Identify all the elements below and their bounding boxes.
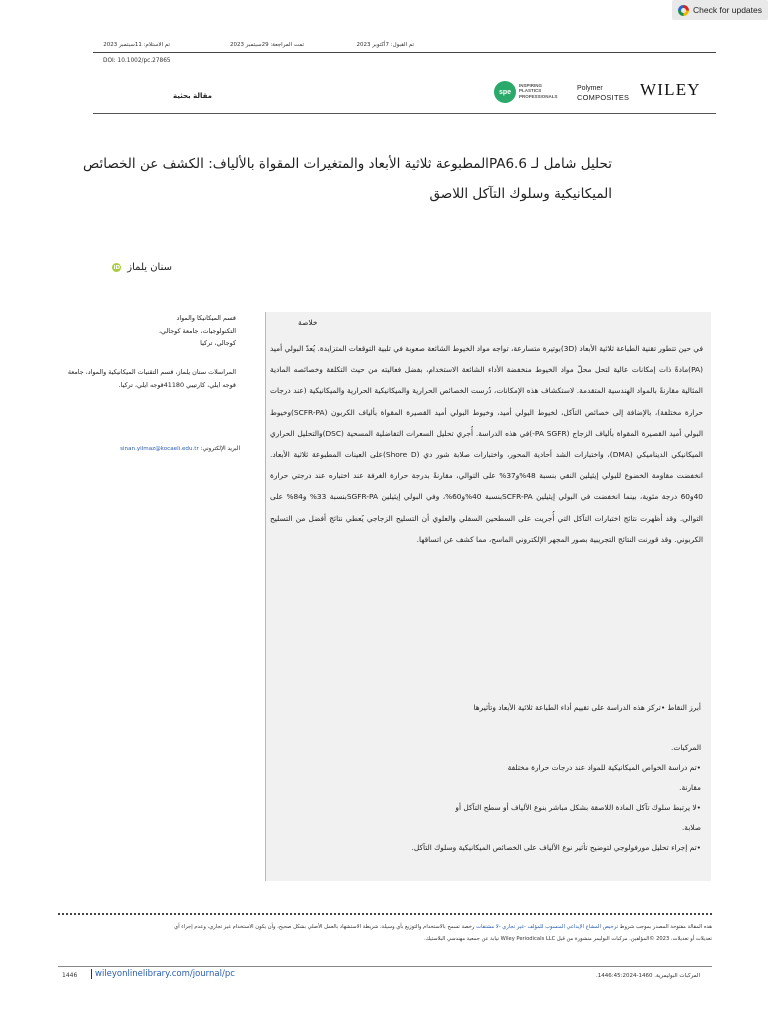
email-link[interactable]: sinan.yilmaz@kocaeli.edu.tr bbox=[120, 446, 199, 452]
article-type-label: مقالة بحثية bbox=[173, 92, 212, 100]
license-notice: هذه المقالة مفتوحة المصدر بموجب شروط ترخيص المشاع الإبداعي المنسوب للمؤلف -غير تجاري -لا مشتقات رخصة تسمح بالاستخدام والتوزيع بأي وسيلة، شريطة الاستشهاد بالعمل الأصلي بشكل صحيح، وأن يكون الاستخدام غير تجاري، وعدم إجراء أي تعديلات أو تعديلات. 2023 ©المؤلفين. مركبات البوليمر منشورة من قبل Wiley Periodicals LLC نيابة عن جمعية مهندسي البلاستيك. bbox=[174, 924, 712, 942]
accepted-date: تم القبول: 7أكتوبر 2023 bbox=[356, 42, 414, 48]
correspondence: المراسلات سنان يلماز، قسم التقنيات الميكانيكية والمواد، جامعة قوجه ايلي، كارتيبي 41180قوجه ايلي، تركيا. bbox=[67, 368, 236, 389]
highlights bbox=[370, 698, 701, 858]
highlight-line: •تم إجراء تحليل مورفولوجي لتوضيح تأثير نوع الألياف على الخصائص الميكانيكية وسلوك التآكل. bbox=[411, 843, 701, 852]
footer-divider bbox=[58, 966, 712, 967]
abstract-heading: خلاصة bbox=[298, 318, 318, 327]
spe-tagline: INSPIRING PLASTICS PROFESSIONALS bbox=[519, 83, 558, 99]
highlight-line: أبرز النقاط •تركز هذه الدراسة على تقييم أداء الطباعة ثلاثية الأبعاد وتأثيرها bbox=[473, 703, 701, 712]
revised-date: تمت المراجعة: 29سبتمبر 2023 bbox=[230, 42, 304, 48]
header-divider bbox=[93, 52, 716, 53]
email-label: البريد الإلكتروني: bbox=[200, 446, 240, 452]
highlight-line: •تم دراسة الخواص الميكانيكية للمواد عند درجات حرارة مختلفة bbox=[507, 763, 701, 772]
journal-logo: Polymer COMPOSITES bbox=[577, 85, 630, 102]
check-for-updates-label: Check for updates bbox=[693, 5, 762, 15]
license-link[interactable]: ترخيص المشاع الإبداعي المنسوب للمؤلف -غير تجاري -لا مشتقات bbox=[476, 924, 619, 930]
doi[interactable]: DOI: 10.1002/pc.27865 bbox=[103, 58, 171, 64]
abstract-body: في حين تتطور تقنية الطباعة ثلاثية الأبعاد (3D)بوتيرة متسارعة، تواجه مواد الخيوط الشائعة صعوبة في تلبية التوقعات المتزايدة. يُعدّ البولي أميد (PA)مادةً ذات إمكانات عالية لتحل محلّ مواد الخيوط منخفضة الأداء الشائعة الاستخدام، بفضل فعاليته من حيث التكلفة وخصائصه المادية المثالية مقارنةً بالمواد الهندسية المتقدمة. لاستكشاف هذه الإمكانات، دُرست الخصائص الحرارية والميكانيكية الحرارية والميكانيكية (عند درجات حرارة مختلفة)، بالإضافة إلى خصائص التآكل، لخيوط البولي أميد، وخيوط البولي أميد القصيرة المقواة بألياف الكربون (SCFR-PA)وخيوط البولي أميد القصيرة المقواة بألياف الزجاج (PA SGFR-)في هذه الدراسة. أُجري تحليل السعرات التفاضلية المسحية (DSC)والتحليل الحراري الميكانيكي الديناميكي (DMA)، واختبارات الشد أحادية المحور، واختبارات صلابة شور دي (Shore D)على العينات المطبوعة ثلاثية الأبعاد. انخفضت مقاومة الخضوع للبولي إيثيلين النقي بنسبة 48%و37% على التوالي، مقارنةً بدرجة حرارة الغرفة عند اختباره عند درجتي حرارة 40و60 درجة مئوية، بينما انخفضت في البولي إيثيلين SCFR-PAبنسبة 40%و60%، وفي البولي إيثيلين SGFR-PAبنسبة 33% و84% على التوالي. وقد أظهرت نتائج اختبارات التآكل التي أُجريت على السطحين السفلي والعلوي أن التسليح الزجاجي يُعطي نتائج أفضل من التسليح الكربوني. وقد قورنت النتائج التجريبية بصور المجهر الإلكتروني الماسح، مما كشف عن اتساقها. bbox=[270, 344, 703, 544]
citation: المركبات البوليمرية. 1460-1446:45:2024. bbox=[596, 973, 700, 979]
article-title: تحليل شامل لـ PA6.6المطبوعة ثلاثية الأبعاد والمتغيرات المقواة بالألياف: الكشف عن الخصائص الميكانيكية وسلوك التآكل اللاصق bbox=[82, 156, 612, 202]
highlight-line: مقارنة. bbox=[679, 783, 701, 792]
received-date: تم الاستلام: 11سبتمبر 2023 bbox=[103, 42, 170, 48]
highlight-line: المركبات. bbox=[671, 743, 701, 752]
check-for-updates-icon bbox=[678, 5, 689, 16]
author-name[interactable]: سنان يلماز bbox=[127, 262, 172, 273]
check-for-updates-button[interactable] bbox=[672, 0, 768, 20]
email-line bbox=[70, 446, 240, 452]
highlight-line: •لا يرتبط سلوك تآكل المادة اللاصقة بشكل مباشر بنوع الألياف أو سطح التآكل أو bbox=[455, 803, 701, 812]
orcid-icon[interactable]: iD bbox=[113, 264, 121, 271]
journal-url-link[interactable]: wileyonlinelibrary.com/journal/pc bbox=[91, 969, 235, 979]
highlight-spacer bbox=[370, 718, 701, 738]
author bbox=[112, 262, 172, 273]
wiley-logo: WILEY bbox=[640, 80, 701, 99]
spe-logo-icon: spe bbox=[494, 81, 516, 103]
license-divider bbox=[58, 913, 712, 915]
affiliation: قسم الميكانيكا والمواد التكنولوجيات، جامعة كوجالي، كوجالي، تركيا bbox=[158, 314, 236, 347]
page-number: 1446 bbox=[62, 972, 78, 979]
highlight-line: صلابة. bbox=[681, 823, 701, 832]
section-divider bbox=[93, 113, 716, 114]
